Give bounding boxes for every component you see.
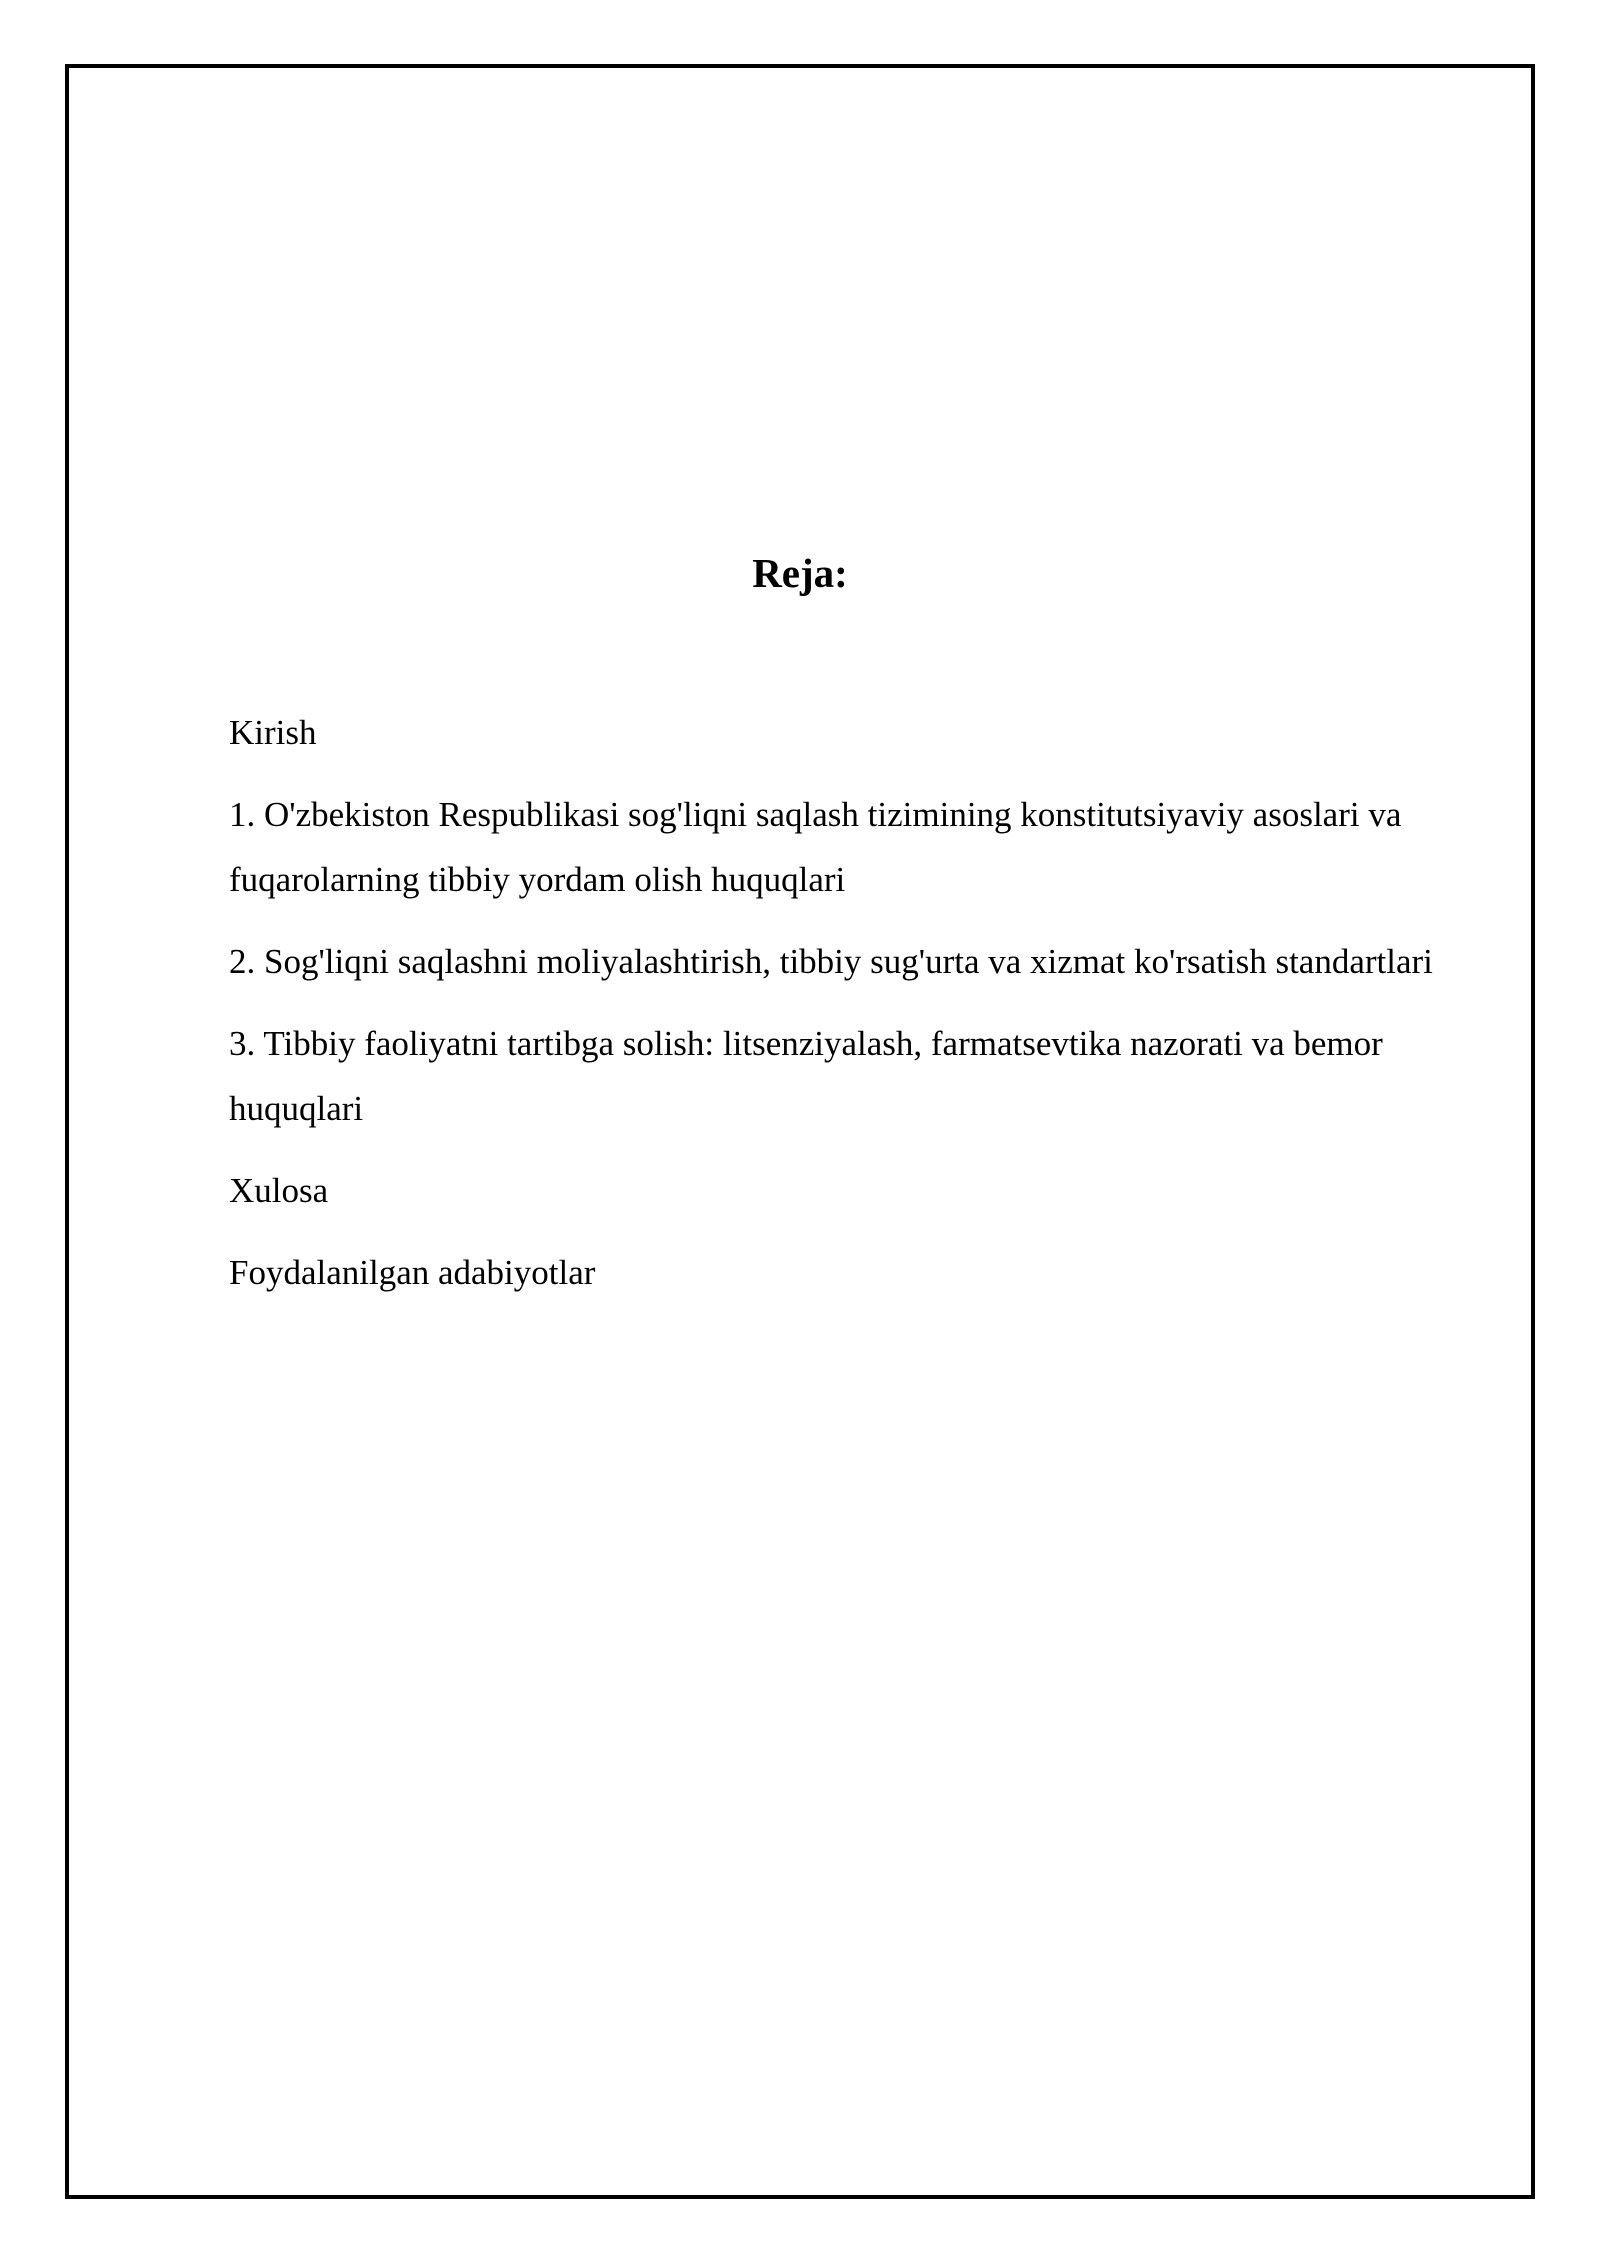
toc-item-chapter-2: 2. Sog'liqni saqlashni moliyalashtirish, tibbiy sug'urta va xizmat ko'rsatish standartlari bbox=[229, 942, 1433, 981]
toc-item-introduction: Kirish bbox=[229, 713, 317, 752]
toc-item-chapter-1: 1. O'zbekiston Respublikasi sog'liqni saqlash tizimining konstitutsiyaviy asoslari va fuqarolarning tibbiy yordam olish huquqlari bbox=[229, 795, 1402, 899]
toc-item-conclusion: Xulosa bbox=[229, 1171, 329, 1210]
toc-item-references: Foydalanilgan adabiyotlar bbox=[229, 1253, 596, 1292]
toc-item-chapter-3: 3. Tibbiy faoliyatni tartibga solish: litsenziyalash, farmatsevtika nazorati va bemor huquqlari bbox=[229, 1024, 1383, 1128]
plan-title: Reja: bbox=[752, 550, 848, 596]
table-of-contents bbox=[229, 700, 1489, 1322]
